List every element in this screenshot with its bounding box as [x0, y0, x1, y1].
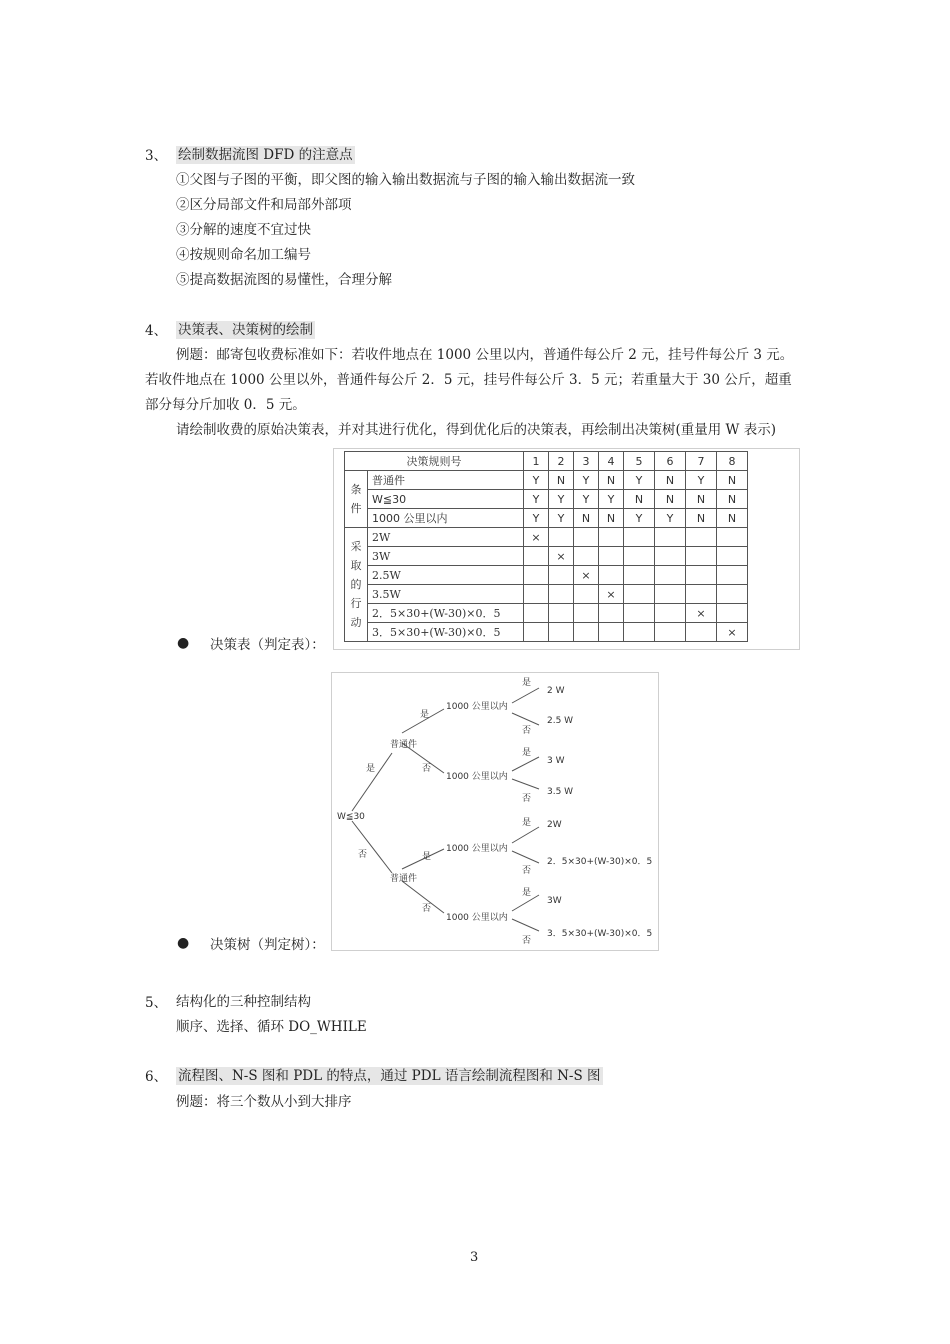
tree-edge	[512, 757, 539, 771]
tree-edge	[512, 827, 539, 843]
section-3-number: 3、	[145, 148, 168, 164]
page-number: 3	[470, 1250, 479, 1265]
action-label: 2W	[368, 528, 524, 547]
action-mark: ×	[574, 566, 599, 585]
decision-tree-caption: 决策树（判定树）：	[210, 937, 325, 953]
condition-value: N	[717, 509, 748, 528]
section-3-item-3: ③分解的速度不宜过快	[176, 222, 311, 238]
condition-value: N	[717, 490, 748, 509]
action-cell	[717, 585, 748, 604]
action-cell	[655, 604, 686, 623]
tree-leaf: 2W	[547, 820, 562, 830]
action-cell	[599, 528, 624, 547]
action-cell	[686, 566, 717, 585]
action-cell	[686, 585, 717, 604]
action-cell	[549, 604, 574, 623]
tree-node-distance: 1000 公里以内	[446, 844, 508, 854]
section-3-item-2: ②区分局部文件和局部外部项	[176, 197, 352, 213]
rule-number: 2	[549, 452, 574, 471]
decision-tree-figure	[331, 672, 659, 951]
section-5-number: 5、	[145, 995, 168, 1011]
action-row	[345, 566, 748, 585]
action-row	[345, 585, 748, 604]
action-cell	[574, 528, 599, 547]
condition-value: N	[624, 490, 655, 509]
section-3-title-text: 绘制数据流图 DFD 的注意点	[178, 147, 353, 163]
section-6-number: 6、	[145, 1069, 168, 1085]
condition-label: 1000 公里以内	[368, 509, 524, 528]
bullet-icon: ●	[177, 935, 190, 951]
tree-edge	[512, 919, 539, 931]
section-4-example-line-2: 若收件地点在 1000 公里以外，普通件每公斤 2．5 元，挂号件每公斤 3．5 元；若重量大于 30 公斤，超重	[145, 372, 792, 388]
action-row	[345, 547, 748, 566]
tree-no-label: 否	[522, 866, 532, 876]
action-group-char: 采	[350, 540, 362, 553]
action-row	[345, 604, 748, 623]
section-4-example-line-3: 部分每分斤加收 0．5 元。	[145, 397, 306, 413]
condition-value: Y	[549, 490, 574, 509]
action-cell	[599, 604, 624, 623]
action-row	[345, 528, 748, 547]
decision-table-header-row	[345, 452, 748, 471]
tree-leaf: 2 W	[547, 686, 565, 696]
tree-root: W≦30	[337, 812, 365, 822]
tree-leaf: 2.5 W	[547, 716, 574, 726]
tree-no-label: 否	[422, 904, 432, 914]
action-mark: ×	[686, 604, 717, 623]
section-3-item-1: ①父图与子图的平衡，即父图的输入输出数据流与子图的输入输出数据流一致	[176, 172, 635, 188]
condition-value: N	[549, 471, 574, 490]
action-label: 3W	[368, 547, 524, 566]
action-label: 3．5×30+(W-30)×0．5	[368, 623, 524, 642]
rule-number: 8	[717, 452, 748, 471]
condition-value: N	[655, 471, 686, 490]
tree-no-label: 否	[522, 936, 532, 946]
tree-yes-label: 是	[422, 852, 432, 862]
action-cell	[599, 547, 624, 566]
action-cell	[549, 566, 574, 585]
decision-table-caption: 决策表（判定表）：	[210, 637, 325, 653]
condition-value: N	[686, 490, 717, 509]
action-cell	[549, 623, 574, 642]
action-rows	[345, 528, 748, 642]
tree-yes-label: 是	[366, 764, 376, 774]
action-cell	[549, 585, 574, 604]
rule-number: 1	[524, 452, 549, 471]
section-3-item-4: ④按规则命名加工编号	[176, 247, 311, 263]
condition-group-label	[345, 471, 368, 528]
action-cell	[524, 566, 549, 585]
action-cell	[655, 585, 686, 604]
decision-tree-svg	[332, 673, 658, 950]
action-cell	[549, 528, 574, 547]
action-cell	[524, 623, 549, 642]
action-row	[345, 623, 748, 642]
section-4-title-text: 决策表、决策树的绘制	[178, 322, 313, 338]
tree-node-distance: 1000 公里以内	[446, 772, 508, 782]
action-cell	[524, 604, 549, 623]
section-6-body: 例题：将三个数从小到大排序	[176, 1094, 352, 1110]
rule-number: 5	[624, 452, 655, 471]
action-cell	[574, 547, 599, 566]
section-3-title	[176, 146, 355, 164]
tree-node-distance: 1000 公里以内	[446, 702, 508, 712]
section-6-title	[176, 1067, 603, 1085]
rule-number: 7	[686, 452, 717, 471]
tree-node-type: 普通件	[390, 740, 418, 750]
tree-leaf: 2．5×30+(W-30)×0．5	[547, 857, 653, 867]
action-label: 2．5×30+(W-30)×0．5	[368, 604, 524, 623]
condition-value: Y	[524, 509, 549, 528]
condition-value: N	[717, 471, 748, 490]
tree-no-label: 否	[522, 726, 532, 736]
action-cell	[599, 623, 624, 642]
tree-leaf: 3.5 W	[547, 787, 574, 797]
action-group-label	[345, 528, 368, 642]
condition-value: N	[655, 490, 686, 509]
action-cell	[624, 528, 655, 547]
tree-edge	[352, 821, 392, 873]
tree-node-type: 普通件	[390, 874, 418, 884]
action-group-char: 的	[350, 578, 362, 591]
tree-yes-label: 是	[522, 678, 532, 688]
condition-label: W≦30	[368, 490, 524, 509]
section-5-title: 结构化的三种控制结构	[176, 994, 311, 1010]
condition-value: Y	[655, 509, 686, 528]
section-4-example-line-1: 例题：邮寄包收费标准如下：若收件地点在 1000 公里以内，普通件每公斤 2 元，挂号件每公斤 3 元。	[176, 347, 794, 363]
action-label: 2.5W	[368, 566, 524, 585]
action-cell	[599, 566, 624, 585]
condition-value: Y	[574, 490, 599, 509]
tree-leaf: 3．5×30+(W-30)×0．5	[547, 929, 653, 939]
action-cell	[655, 566, 686, 585]
condition-row	[345, 490, 748, 509]
section-4-title	[176, 321, 315, 339]
condition-value: Y	[624, 509, 655, 528]
condition-value: N	[574, 509, 599, 528]
action-cell	[624, 623, 655, 642]
condition-group-char: 件	[350, 502, 362, 515]
action-cell	[686, 528, 717, 547]
action-cell	[655, 547, 686, 566]
tree-yes-label: 是	[522, 748, 532, 758]
tree-yes-label: 是	[420, 710, 430, 720]
action-cell	[524, 547, 549, 566]
action-cell	[574, 623, 599, 642]
section-5-body: 顺序、选择、循环 DO_WHILE	[176, 1019, 367, 1035]
action-cell	[655, 528, 686, 547]
action-cell	[624, 585, 655, 604]
tree-leaf: 3 W	[547, 756, 565, 766]
condition-value: Y	[549, 509, 574, 528]
action-cell	[717, 566, 748, 585]
action-mark: ×	[717, 623, 748, 642]
tree-edge	[512, 851, 539, 863]
condition-value: Y	[524, 471, 549, 490]
decision-table-header-label: 决策规则号	[345, 452, 524, 471]
decision-table	[344, 451, 748, 642]
condition-value: N	[599, 471, 624, 490]
action-mark: ×	[599, 585, 624, 604]
condition-value: N	[599, 509, 624, 528]
action-label: 3.5W	[368, 585, 524, 604]
tree-no-label: 否	[358, 850, 368, 860]
condition-row	[345, 509, 748, 528]
tree-edge	[352, 753, 392, 811]
tree-edge	[512, 779, 539, 789]
condition-value: Y	[599, 490, 624, 509]
action-cell	[717, 528, 748, 547]
action-mark: ×	[549, 547, 574, 566]
tree-no-label: 否	[422, 764, 432, 774]
tree-leaf: 3W	[547, 896, 562, 906]
tree-no-label: 否	[522, 794, 532, 804]
bullet-icon: ●	[177, 635, 190, 651]
action-cell	[717, 547, 748, 566]
action-cell	[655, 623, 686, 642]
action-cell	[686, 547, 717, 566]
action-cell	[624, 547, 655, 566]
section-4-number: 4、	[145, 323, 168, 339]
tree-yes-label: 是	[522, 818, 532, 828]
action-cell	[624, 604, 655, 623]
condition-value: N	[686, 509, 717, 528]
action-mark: ×	[524, 528, 549, 547]
action-cell	[574, 585, 599, 604]
condition-group-char: 条	[350, 483, 362, 496]
tree-yes-label: 是	[522, 888, 532, 898]
action-cell	[717, 604, 748, 623]
condition-value: Y	[524, 490, 549, 509]
action-cell	[524, 585, 549, 604]
tree-edge	[512, 688, 539, 703]
section-3-item-5: ⑤提高数据流图的易懂性，合理分解	[176, 272, 392, 288]
section-6-title-text: 流程图、N-S 图和 PDL 的特点，通过 PDL 语言绘制流程图和 N-S 图	[178, 1068, 601, 1084]
action-group-char: 行	[350, 597, 362, 610]
condition-value: Y	[624, 471, 655, 490]
action-cell	[574, 604, 599, 623]
section-4-task: 请绘制收费的原始决策表，并对其进行优化，得到优化后的决策表，再绘制出决策树(重量用 W 表示)	[176, 422, 776, 438]
condition-value: Y	[574, 471, 599, 490]
condition-value: Y	[686, 471, 717, 490]
tree-node-distance: 1000 公里以内	[446, 913, 508, 923]
condition-label: 普通件	[368, 471, 524, 490]
decision-table-figure	[333, 448, 800, 650]
tree-edge	[512, 713, 539, 725]
rule-number: 6	[655, 452, 686, 471]
action-group-char: 动	[350, 616, 362, 629]
action-group-char: 取	[350, 559, 362, 572]
rule-number: 3	[574, 452, 599, 471]
action-cell	[624, 566, 655, 585]
rule-number: 4	[599, 452, 624, 471]
condition-row	[345, 471, 748, 490]
action-cell	[686, 623, 717, 642]
